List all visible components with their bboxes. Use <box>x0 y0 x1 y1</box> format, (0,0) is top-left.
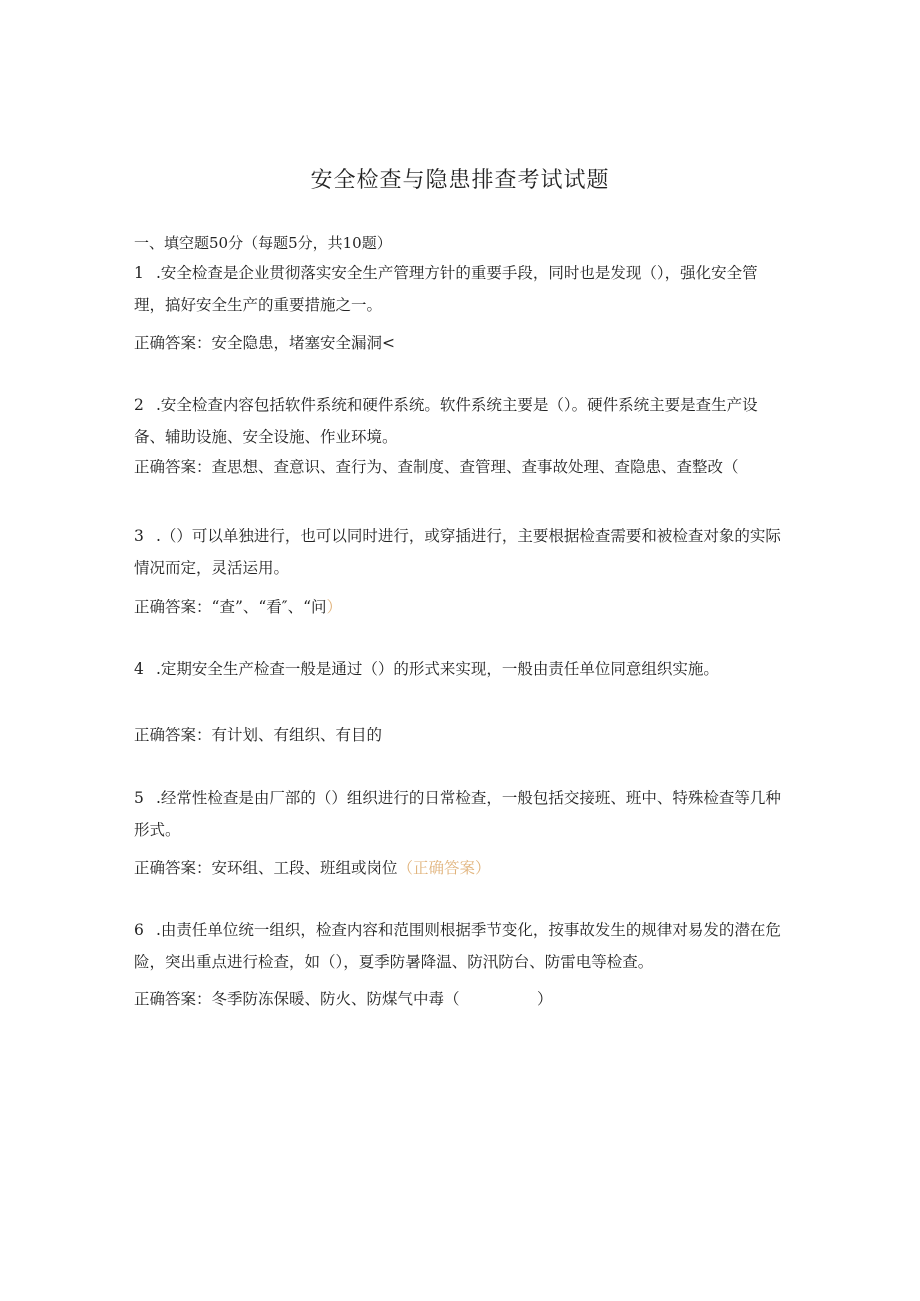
answer-label: 正确答案： <box>134 990 212 1008</box>
question-2 <box>134 389 784 453</box>
question-text: .由责任单位统一组织，检查内容和范围则根据季节变化，按事故发生的规律对易发的潜在危险，突出重点进行检查，如（），夏季防暑降温、防汛防台、防雷电等检查。 <box>134 921 781 971</box>
answer-3 <box>134 592 794 622</box>
section-heading: 一、填空题50分（每题5分，共10题） <box>134 234 392 252</box>
answer-label: 正确答案： <box>134 458 212 476</box>
question-text: .安全检查内容包括软件系统和硬件系统。软件系统主要是（）。硬件系统主要是查生产设备、辅助设施、安全设施、作业环境。 <box>134 396 758 446</box>
question-3 <box>134 520 784 584</box>
answer-label: 正确答案： <box>134 334 212 352</box>
question-number: 6 <box>134 921 144 939</box>
question-5 <box>134 782 784 846</box>
page-title: 安全检查与隐患排查考试试题 <box>310 168 610 193</box>
question-4 <box>134 653 784 685</box>
answer-note: （正确答案） <box>397 859 491 877</box>
answer-text: “查”、“看″、“问 <box>211 598 327 616</box>
answer-label: 正确答案： <box>134 859 212 877</box>
question-text: .安全检查是企业贯彻落实安全生产管理方针的重要手段，同时也是发现（），强化安全管理，搞好安全生产的重要措施之一。 <box>134 264 758 314</box>
answer-5 <box>134 853 794 883</box>
question-6 <box>134 914 784 978</box>
answer-text: 冬季防冻保暖、防火、防煤气中毒（ ） <box>211 990 553 1008</box>
question-text: .定期安全生产检查一般是通过（）的形式来实现，一般由责任单位同意组织实施。 <box>156 660 719 678</box>
question-1 <box>134 257 784 321</box>
answer-2 <box>134 452 794 482</box>
question-number: 4 <box>134 660 144 678</box>
answer-text: 安环组、工段、班组或岗位 <box>211 859 398 877</box>
answer-text: 查思想、查意识、查行为、查制度、查管理、查事故处理、查隐患、查整改（ <box>211 458 739 476</box>
question-text: .（）可以单独进行，也可以同时进行，或穿插进行，主要根据检查需要和被检查对象的实际情况而定，灵活运用。 <box>134 527 781 577</box>
question-text: .经常性检查是由厂部的（）组织进行的日常检查，一般包括交接班、班中、特殊检查等几种形式。 <box>134 789 781 839</box>
answer-4 <box>134 720 794 750</box>
question-number: 3 <box>134 527 144 545</box>
answer-label: 正确答案： <box>134 726 212 744</box>
question-number: 5 <box>134 789 144 807</box>
question-number: 1 <box>134 264 144 282</box>
answer-1 <box>134 328 794 358</box>
answer-label: 正确答案： <box>134 598 212 616</box>
answer-text: 有计划、有组织、有目的 <box>211 726 383 744</box>
answer-6 <box>134 984 794 1014</box>
answer-text: 安全隐患，堵塞安全漏洞< <box>211 334 396 352</box>
question-number: 2 <box>134 396 144 414</box>
answer-note: ） <box>326 598 343 616</box>
